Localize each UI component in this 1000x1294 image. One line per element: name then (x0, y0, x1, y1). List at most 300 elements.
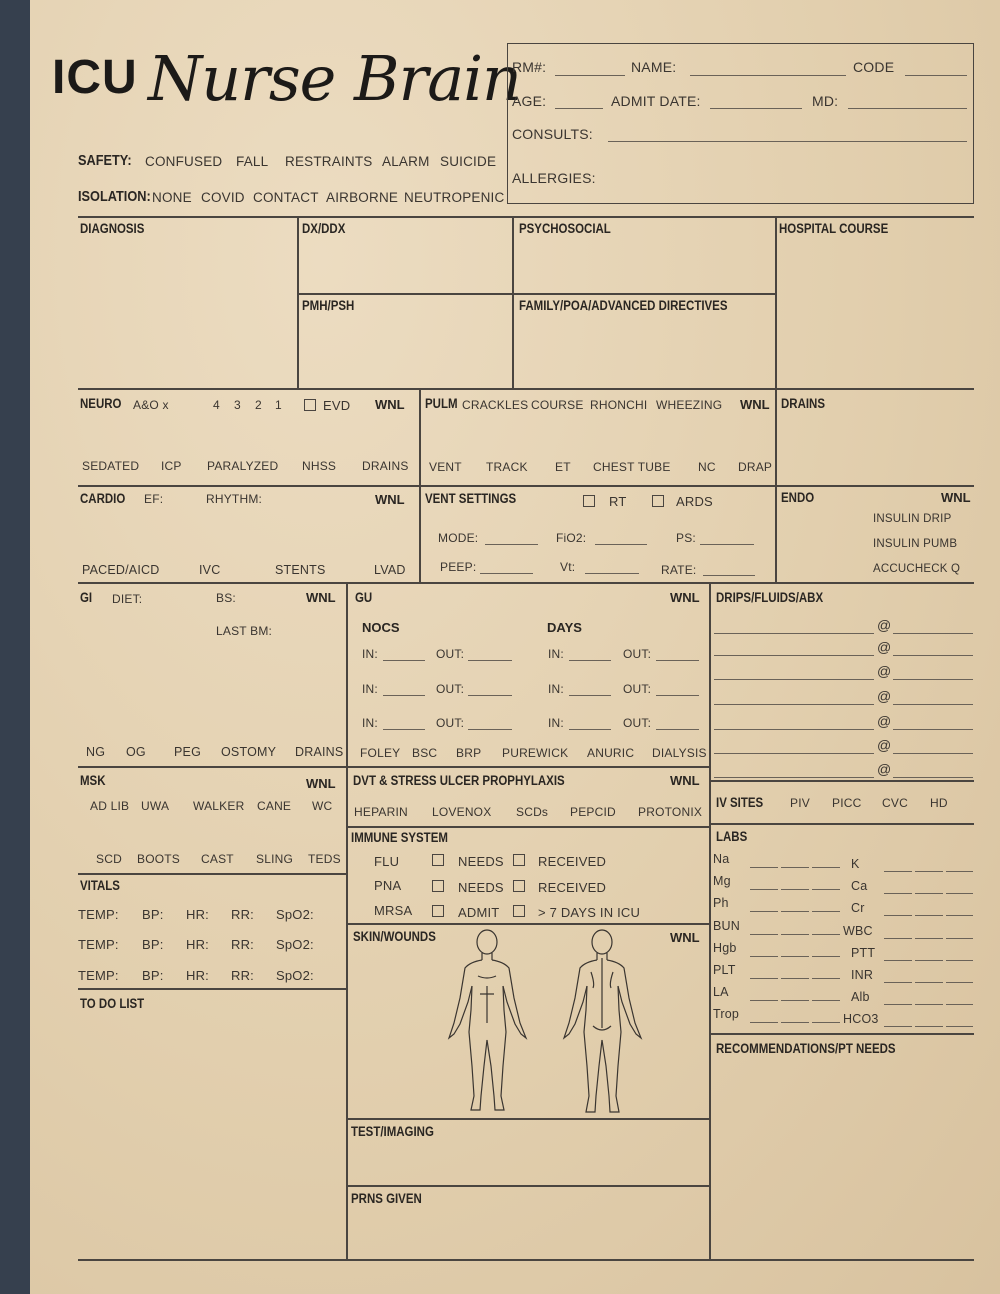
lab-value-line[interactable] (750, 934, 778, 935)
lab-value-line[interactable] (884, 1026, 912, 1027)
gu-in: IN: (362, 647, 378, 661)
rule (297, 293, 775, 295)
msk-cane[interactable]: CANE (257, 799, 292, 813)
lab-value-line[interactable] (781, 934, 809, 935)
admit-date-field[interactable] (710, 108, 802, 109)
vital-label[interactable]: TEMP: (78, 968, 119, 983)
drip-at: @ (877, 737, 892, 753)
lab-value-line[interactable] (750, 867, 778, 868)
drips-heading: DRIPS/FLUIDS/ABX (716, 590, 824, 605)
dxddx-heading: DX/DDX (302, 221, 346, 236)
lab-value-line[interactable] (812, 889, 840, 890)
body-back-diagram[interactable] (555, 928, 650, 1118)
lab-value-line[interactable] (915, 960, 943, 961)
cardio-paced[interactable]: PACED/AICD (82, 563, 160, 577)
drip-at: @ (877, 639, 892, 655)
rule (709, 582, 711, 1260)
name-field[interactable] (690, 75, 846, 76)
cardio-stents[interactable]: STENTS (275, 563, 326, 577)
rm-field[interactable] (555, 75, 625, 76)
msk-teds[interactable]: TEDS (308, 852, 341, 866)
age-label: AGE: (512, 93, 547, 109)
rule (346, 582, 348, 1260)
drip-at: @ (877, 663, 892, 679)
neuro-sedated[interactable]: SEDATED (82, 459, 140, 473)
lab-value-line[interactable] (884, 960, 912, 961)
immune-mrsa: MRSA (374, 903, 413, 918)
gi-last-bm: LAST BM: (216, 624, 273, 638)
gu-out: OUT: (623, 647, 652, 661)
pulm-nc[interactable]: NC (698, 460, 716, 474)
name-label: NAME: (631, 59, 677, 75)
pna-needs-checkbox[interactable] (432, 880, 444, 892)
rule (709, 823, 974, 825)
lab-value-line[interactable] (884, 871, 912, 872)
neuro-ao-3[interactable]: 3 (234, 398, 241, 412)
cardio-lvad[interactable]: LVAD (374, 563, 406, 577)
pulm-crackles[interactable]: CRACKLES (462, 398, 529, 412)
vent-ps: PS: (676, 531, 696, 545)
gu-wnl[interactable]: WNL (670, 590, 700, 605)
pmh-heading: PMH/PSH (302, 298, 355, 313)
drip-rate-line[interactable] (893, 777, 973, 778)
lab-label: Cr (851, 901, 865, 915)
vital-label[interactable]: BP: (142, 907, 164, 922)
gi-og[interactable]: OG (126, 745, 146, 759)
age-field[interactable] (555, 108, 603, 109)
gi-ostomy[interactable]: OSTOMY (221, 745, 277, 759)
gu-in-field[interactable] (383, 695, 425, 696)
lab-value-line[interactable] (884, 915, 912, 916)
dvt-scds[interactable]: SCDs (516, 805, 549, 819)
gi-ng[interactable]: NG (86, 745, 106, 759)
gi-bs: BS: (216, 591, 236, 605)
vital-label[interactable]: SpO2: (276, 937, 314, 952)
gu-out: OUT: (623, 716, 652, 730)
iv-piv[interactable]: PIV (790, 796, 810, 810)
lab-value-line[interactable] (750, 978, 778, 979)
gu-bsc[interactable]: BSC (412, 746, 438, 760)
mrsa-7days-checkbox[interactable] (513, 905, 525, 917)
vital-label[interactable]: RR: (231, 907, 254, 922)
lab-label: Ca (851, 879, 868, 893)
lab-value-line[interactable] (915, 982, 943, 983)
flu-received-checkbox[interactable] (513, 854, 525, 866)
isolation-covid[interactable]: COVID (201, 190, 245, 205)
pna-received-label: RECEIVED (538, 880, 607, 895)
allergies-label: ALLERGIES: (512, 170, 596, 186)
drip-line[interactable] (714, 704, 874, 705)
rule (346, 1185, 710, 1187)
code-field[interactable] (905, 75, 967, 76)
diagnosis-heading: DIAGNOSIS (80, 221, 145, 236)
vital-label[interactable]: TEMP: (78, 907, 119, 922)
drip-line[interactable] (714, 777, 874, 778)
lab-value-line[interactable] (946, 1026, 973, 1027)
rule (78, 766, 710, 768)
test-heading: TEST/IMAGING (351, 1124, 434, 1139)
drip-line[interactable] (714, 753, 874, 754)
msk-heading: MSK (80, 773, 106, 788)
neuro-wnl[interactable]: WNL (375, 397, 405, 412)
lab-value-line[interactable] (884, 982, 912, 983)
gi-peg[interactable]: PEG (174, 745, 201, 759)
isolation-none[interactable]: NONE (152, 190, 192, 205)
neuro-ao-4[interactable]: 4 (213, 398, 220, 412)
vital-label[interactable]: SpO2: (276, 968, 314, 983)
cardio-wnl[interactable]: WNL (375, 492, 405, 507)
endo-wnl[interactable]: WNL (941, 490, 971, 505)
lab-value-line[interactable] (915, 871, 943, 872)
vent-rate: RATE: (661, 563, 697, 577)
rt-label: RT (609, 494, 627, 509)
lab-value-line[interactable] (812, 956, 840, 957)
lab-value-line[interactable] (781, 1022, 809, 1023)
drip-rate-line[interactable] (893, 633, 973, 634)
vital-label[interactable]: TEMP: (78, 937, 119, 952)
flu-needs-label: NEEDS (458, 854, 504, 869)
lab-value-line[interactable] (812, 1022, 840, 1023)
lab-value-line[interactable] (915, 915, 943, 916)
safety-label: SAFETY: (78, 152, 132, 169)
gu-in: IN: (548, 716, 564, 730)
vent-peep: PEEP: (440, 560, 477, 574)
drip-at: @ (877, 713, 892, 729)
lab-value-line[interactable] (781, 978, 809, 979)
lab-label: Mg (713, 874, 731, 888)
vital-label[interactable]: SpO2: (276, 907, 314, 922)
gu-heading: GU (355, 590, 373, 605)
vent-vt-field[interactable] (585, 573, 639, 574)
safety-suicide[interactable]: SUICIDE (440, 154, 497, 169)
isolation-contact[interactable]: CONTACT (253, 190, 319, 205)
msk-walker[interactable]: WALKER (193, 799, 245, 813)
lab-label: WBC (843, 924, 873, 938)
drip-rate-line[interactable] (893, 753, 973, 754)
pulm-course[interactable]: COURSE (531, 398, 584, 412)
gu-out-field[interactable] (468, 729, 512, 730)
lab-value-line[interactable] (946, 982, 973, 983)
lab-label: BUN (713, 919, 740, 933)
isolation-neutropenic[interactable]: NEUTROPENIC (404, 190, 505, 205)
lab-value-line[interactable] (946, 893, 973, 894)
vital-label[interactable]: BP: (142, 968, 164, 983)
gu-in: IN: (548, 682, 564, 696)
gu-out-field[interactable] (656, 660, 699, 661)
drip-at: @ (877, 617, 892, 633)
md-label: MD: (812, 93, 839, 109)
gi-wnl[interactable]: WNL (306, 590, 336, 605)
rule (346, 923, 710, 925)
gu-in: IN: (548, 647, 564, 661)
safety-confused[interactable]: CONFUSED (145, 154, 223, 169)
family-heading: FAMILY/POA/ADVANCED DIRECTIVES (519, 298, 728, 313)
gu-days: DAYS (547, 620, 582, 635)
rule (78, 988, 348, 990)
drip-rate-line[interactable] (893, 729, 973, 730)
vitals-heading: VITALS (80, 878, 120, 893)
dvt-heparin[interactable]: HEPARIN (354, 805, 408, 819)
gi-diet: DIET: (112, 592, 143, 606)
pulm-chest-tube[interactable]: CHEST TUBE (593, 460, 671, 474)
evd-label: EVD (323, 398, 351, 413)
immune-pna: PNA (374, 878, 402, 893)
lab-label: Alb (851, 990, 870, 1004)
pulm-vent[interactable]: VENT (429, 460, 462, 474)
vent-rate-field[interactable] (703, 575, 755, 576)
rule (78, 873, 348, 875)
lab-value-line[interactable] (884, 1004, 912, 1005)
lab-label: HCO3 (843, 1012, 879, 1026)
neuro-drains[interactable]: DRAINS (362, 459, 409, 473)
msk-ad-lib[interactable]: AD LIB (90, 799, 130, 813)
gu-in-field[interactable] (383, 729, 425, 730)
lab-value-line[interactable] (812, 1000, 840, 1001)
gu-out: OUT: (623, 682, 652, 696)
neuro-paralyzed[interactable]: PARALYZED (207, 459, 279, 473)
md-field[interactable] (848, 108, 967, 109)
labs-heading: LABS (716, 829, 748, 844)
lab-value-line[interactable] (750, 911, 778, 912)
vent-fio2-field[interactable] (595, 544, 647, 545)
lab-label: PLT (713, 963, 736, 977)
lab-label: PTT (851, 946, 876, 960)
rule (709, 780, 974, 782)
gu-in: IN: (362, 682, 378, 696)
pulm-drap[interactable]: DRAP (738, 460, 773, 474)
rm-label: RM#: (512, 59, 547, 75)
rule (346, 1118, 710, 1120)
endo-insulin-drip[interactable]: INSULIN DRIP (873, 513, 952, 525)
cardio-ivc[interactable]: IVC (199, 563, 221, 577)
isolation-airborne[interactable]: AIRBORNE (326, 190, 399, 205)
psychosocial-heading: PSYCHOSOCIAL (519, 221, 611, 236)
dvt-pepcid[interactable]: PEPCID (570, 805, 616, 819)
isolation-label: ISOLATION: (78, 188, 151, 205)
drains-heading: DRAINS (781, 396, 826, 411)
msk-cast[interactable]: CAST (201, 852, 234, 866)
vent-mode: MODE: (438, 531, 479, 545)
vent-mode-field[interactable] (485, 544, 538, 545)
vital-label[interactable]: RR: (231, 937, 254, 952)
pna-received-checkbox[interactable] (513, 880, 525, 892)
lab-label: Hgb (713, 941, 737, 955)
gu-out: OUT: (436, 682, 465, 696)
consults-field[interactable] (608, 141, 967, 142)
gu-purewick[interactable]: PUREWICK (502, 746, 569, 760)
lab-value-line[interactable] (946, 938, 973, 939)
msk-scd[interactable]: SCD (96, 852, 122, 866)
drip-line[interactable] (714, 633, 874, 634)
drip-rate-line[interactable] (893, 655, 973, 656)
gu-brp[interactable]: BRP (456, 746, 482, 760)
lab-value-line[interactable] (781, 889, 809, 890)
dvt-heading: DVT & STRESS ULCER PROPHYLAXIS (353, 773, 565, 788)
lab-value-line[interactable] (750, 889, 778, 890)
ivsites-heading: IV SITES (716, 795, 764, 810)
rule (78, 485, 974, 487)
pulm-wnl[interactable]: WNL (740, 397, 770, 412)
msk-boots[interactable]: BOOTS (137, 852, 181, 866)
immune-heading: IMMUNE SYSTEM (351, 830, 448, 845)
mrsa-admit-checkbox[interactable] (432, 905, 444, 917)
vent-ps-field[interactable] (700, 544, 754, 545)
gu-in-field[interactable] (569, 660, 611, 661)
lab-value-line[interactable] (884, 938, 912, 939)
cardio-rhythm: RHYTHM: (206, 492, 263, 506)
cardio-heading: CARDIO (80, 491, 126, 506)
vent-peep-field[interactable] (480, 573, 533, 574)
safety-restraints[interactable]: RESTRAINTS (285, 154, 373, 169)
gu-out-field[interactable] (468, 695, 512, 696)
pulm-rhonchi[interactable]: RHONCHI (590, 398, 648, 412)
code-label: CODE (853, 59, 895, 75)
mrsa-admit-label: ADMIT (458, 905, 500, 920)
lab-value-line[interactable] (812, 867, 840, 868)
gu-in: IN: (362, 716, 378, 730)
msk-wc[interactable]: WC (312, 799, 333, 813)
lab-value-line[interactable] (946, 1004, 973, 1005)
lab-label: Na (713, 852, 730, 866)
neuro-ao-1[interactable]: 1 (275, 398, 282, 412)
lab-value-line[interactable] (781, 867, 809, 868)
skin-heading: SKIN/WOUNDS (353, 929, 436, 944)
safety-alarm[interactable]: ALARM (382, 154, 430, 169)
flu-needs-checkbox[interactable] (432, 854, 444, 866)
lab-value-line[interactable] (781, 1000, 809, 1001)
lab-label: Ph (713, 896, 729, 910)
msk-wnl[interactable]: WNL (306, 776, 336, 791)
skin-wnl[interactable]: WNL (670, 930, 700, 945)
logo-icu: ICU (52, 51, 138, 104)
drip-at: @ (877, 688, 892, 704)
lab-value-line[interactable] (946, 960, 973, 961)
vital-label[interactable]: HR: (186, 907, 209, 922)
lab-label: INR (851, 968, 874, 982)
body-front-diagram[interactable] (440, 928, 535, 1118)
rule (78, 388, 974, 390)
lab-value-line[interactable] (915, 893, 943, 894)
neuro-ao-2[interactable]: 2 (255, 398, 262, 412)
gu-out-field[interactable] (468, 660, 512, 661)
gu-dialysis[interactable]: DIALYSIS (652, 746, 707, 760)
rule (775, 216, 777, 583)
pulm-heading: PULM (425, 396, 458, 411)
prns-heading: PRNS GIVEN (351, 1191, 422, 1206)
immune-flu: FLU (374, 854, 400, 869)
vital-label[interactable]: HR: (186, 968, 209, 983)
gu-in-field[interactable] (383, 660, 425, 661)
rule (346, 826, 710, 828)
vital-label[interactable]: HR: (186, 937, 209, 952)
lab-value-line[interactable] (750, 1000, 778, 1001)
msk-uwa[interactable]: UWA (141, 799, 170, 813)
gu-out: OUT: (436, 716, 465, 730)
drip-rate-line[interactable] (893, 704, 973, 705)
gi-drains[interactable]: DRAINS (295, 745, 344, 759)
vent-heading: VENT SETTINGS (425, 491, 517, 506)
drip-line[interactable] (714, 679, 874, 680)
lab-value-line[interactable] (750, 1022, 778, 1023)
endo-insulin-pump[interactable]: INSULIN PUMB (873, 538, 958, 550)
lab-label: LA (713, 985, 729, 999)
lab-value-line[interactable] (750, 956, 778, 957)
rule (512, 216, 514, 388)
rule (709, 1033, 974, 1035)
vital-label[interactable]: RR: (231, 968, 254, 983)
binder-spine (0, 0, 30, 1294)
ards-label: ARDS (676, 494, 713, 509)
dvt-protonix[interactable]: PROTONIX (638, 805, 703, 819)
cardio-ef: EF: (144, 492, 164, 506)
lab-value-line[interactable] (946, 915, 973, 916)
lab-value-line[interactable] (946, 871, 973, 872)
msk-sling[interactable]: SLING (256, 852, 294, 866)
evd-checkbox[interactable] (304, 399, 316, 411)
pna-needs-label: NEEDS (458, 880, 504, 895)
lab-value-line[interactable] (915, 1004, 943, 1005)
gu-nocs: NOCS (362, 620, 400, 635)
drip-rate-line[interactable] (893, 679, 973, 680)
iv-hd[interactable]: HD (930, 796, 948, 810)
lab-value-line[interactable] (812, 911, 840, 912)
todo-heading: TO DO LIST (80, 996, 145, 1011)
gu-out-field[interactable] (656, 695, 699, 696)
mrsa-7days-label: > 7 DAYS IN ICU (538, 905, 641, 920)
rule (78, 1259, 974, 1261)
ards-checkbox[interactable] (652, 495, 664, 507)
lab-value-line[interactable] (884, 893, 912, 894)
drip-line[interactable] (714, 729, 874, 730)
lab-value-line[interactable] (781, 956, 809, 957)
iv-cvc[interactable]: CVC (882, 796, 908, 810)
pulm-wheezing[interactable]: WHEEZING (656, 398, 723, 412)
rule (297, 216, 299, 388)
dvt-wnl[interactable]: WNL (670, 773, 700, 788)
lab-value-line[interactable] (781, 911, 809, 912)
endo-accucheck[interactable]: ACCUCHECK Q (873, 563, 961, 575)
dvt-lovenox[interactable]: LOVENOX (432, 805, 492, 819)
rule (78, 216, 974, 218)
safety-fall[interactable]: FALL (236, 154, 269, 169)
endo-heading: ENDO (781, 490, 815, 505)
lab-label: K (851, 857, 860, 871)
lab-value-line[interactable] (812, 978, 840, 979)
neuro-nhss[interactable]: NHSS (302, 459, 337, 473)
drip-at: @ (877, 761, 892, 777)
gu-foley[interactable]: FOLEY (360, 746, 401, 760)
rt-checkbox[interactable] (583, 495, 595, 507)
gu-anuric[interactable]: ANURIC (587, 746, 635, 760)
vent-vt: Vt: (560, 560, 576, 574)
neuro-icp[interactable]: ICP (161, 459, 182, 473)
gu-in-field[interactable] (569, 729, 611, 730)
pulm-et[interactable]: ET (555, 460, 571, 474)
vent-fio2: FiO2: (556, 531, 587, 545)
gu-out-field[interactable] (656, 729, 699, 730)
lab-value-line[interactable] (915, 938, 943, 939)
drip-line[interactable] (714, 655, 874, 656)
lab-value-line[interactable] (915, 1026, 943, 1027)
iv-picc[interactable]: PICC (832, 796, 862, 810)
lab-value-line[interactable] (812, 934, 840, 935)
pulm-track[interactable]: TRACK (486, 460, 528, 474)
vital-label[interactable]: BP: (142, 937, 164, 952)
neuro-heading: NEURO (80, 396, 122, 411)
gu-in-field[interactable] (569, 695, 611, 696)
gi-heading: GI (80, 590, 93, 605)
recs-heading: RECOMMENDATIONS/PT NEEDS (716, 1041, 896, 1056)
